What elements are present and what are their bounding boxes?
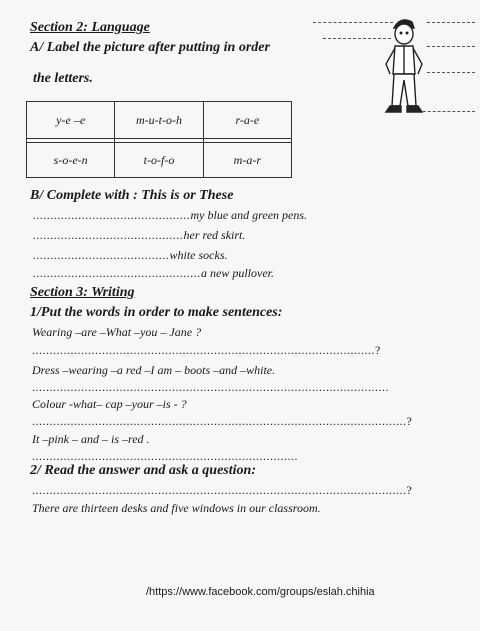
fill-text: white socks. (169, 248, 228, 262)
fill-text: my blue and green pens. (190, 208, 308, 222)
section3-title: Section 3: Writing (30, 285, 135, 300)
scrambled-sentence-3: Colour -what– cap –your –is - ? (32, 397, 187, 411)
answer-line-1: ..................................................................................................? (32, 343, 381, 357)
fill-line-2 (33, 228, 245, 243)
blank-dots: ........................................... (33, 228, 184, 242)
table-cell: y-e –e (27, 102, 115, 139)
q2-title: 2/ Read the answer and ask a question: (30, 463, 256, 478)
q1-title: 1/Put the words in order to make sentences: (30, 305, 283, 320)
fill-text: a new pullover. (201, 266, 274, 280)
answer-line-2: ...................................................................................................... (32, 380, 389, 394)
fill-line-3 (33, 248, 228, 263)
blank-dots: ....................................... (33, 248, 170, 262)
table-cell: s-o-e-n (27, 143, 115, 178)
table-cell: t-o-f-o (115, 143, 203, 178)
answer-line-4: ............................................................................ (32, 449, 298, 463)
blank-dots: ............................................. (33, 208, 191, 222)
table-row (27, 102, 292, 139)
table-cell: m-u-t-o-h (115, 102, 203, 139)
fill-text: her red skirt. (183, 228, 246, 242)
part-a-title-cont: the letters. (33, 71, 93, 86)
table-cell: m-a-r (203, 143, 291, 178)
fill-line-1 (33, 208, 307, 223)
table-cell: r-a-e (203, 102, 291, 139)
q2-answer-line: ...........................................................................................................? (32, 483, 413, 497)
scrambled-sentence-1: Wearing –are –What –you – Jane ? (32, 325, 202, 339)
part-a-title: A/ Label the picture after putting in order (30, 40, 270, 55)
boy-illustration-icon (378, 14, 430, 124)
part-b-title: B/ Complete with : This is or These (30, 188, 234, 203)
footer-url: /https://www.facebook.com/groups/eslah.chihia (146, 586, 375, 598)
table-row (27, 143, 292, 178)
fill-line-4 (33, 266, 274, 281)
label-line (427, 22, 475, 23)
label-line (427, 72, 475, 73)
answer-line-3: ...........................................................................................................? (32, 414, 413, 428)
section2-title: Section 2: Language (30, 20, 150, 35)
blank-dots: ................................................ (33, 266, 201, 280)
scrambled-sentence-2: Dress –wearing –a red –I am – boots –and –white. (32, 363, 276, 377)
letters-table (26, 101, 292, 178)
scrambled-sentence-4: It –pink – and – is –red . (32, 432, 150, 446)
label-line (427, 46, 475, 47)
q2-answer-sentence: There are thirteen desks and five windows in our classroom. (32, 501, 321, 515)
